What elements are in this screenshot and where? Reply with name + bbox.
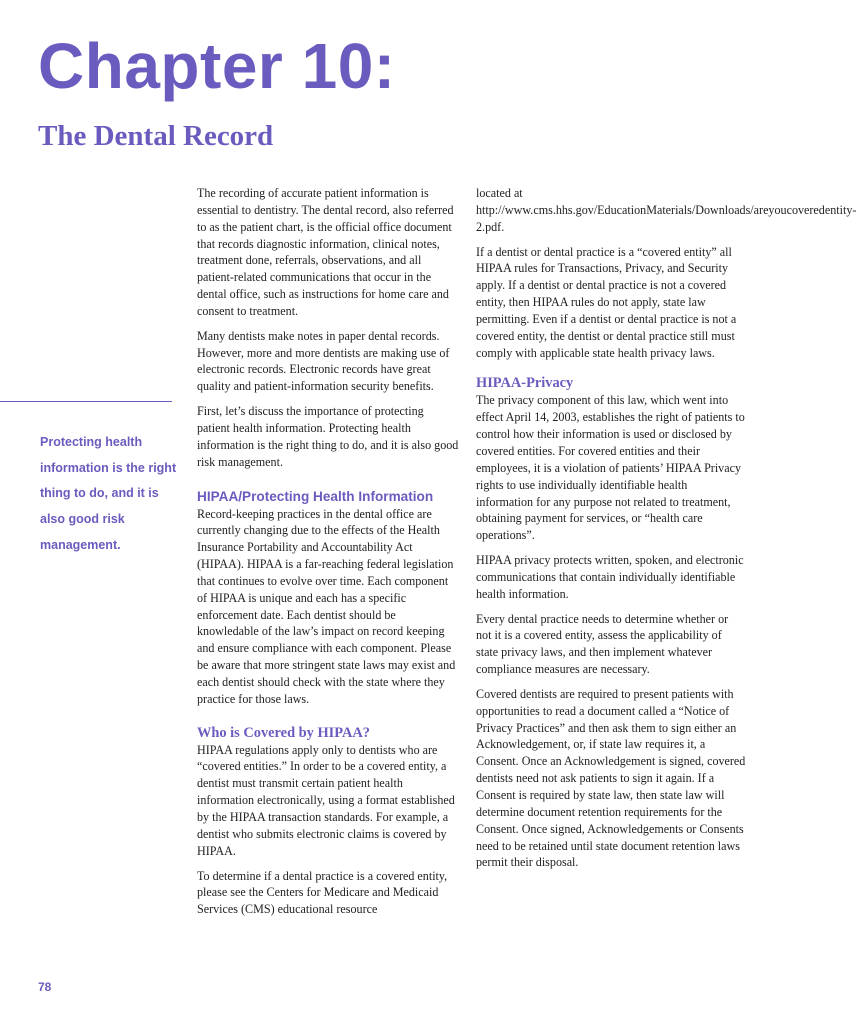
paragraph: HIPAA regulations apply only to dentists who are “covered entities.” In order to be a covered entity, a dentist must transmit certain patient health information electronically, using a format established by the HIPAA transaction standards. For example, a dentist who submits electronic claims is covered by HIPAA. <box>197 742 455 858</box>
paragraph: The privacy component of this law, which went into effect April 14, 2003, establishes the right of patients to control how their information is used or disclosed by covered entities. For covered entities and their employees, it is a violation of patients’ HIPAA Privacy rights to use individually identifiable health information for any purpose not related to treatment, obtaining payment for services, or “health care operations”. <box>476 393 745 543</box>
paragraph: located at http://www.cms.hhs.gov/EducationMaterials/Downloads/areyoucoveredentity-2.pdf. <box>476 186 856 234</box>
chapter-subtitle: The Dental Record <box>38 120 274 152</box>
paragraph: Every dental practice needs to determine whether or not it is a covered entity, assess the applicability of state privacy laws, and then implement whatever compliance measures are necessary. <box>476 611 729 677</box>
paragraph: First, let’s discuss the importance of protecting patient health information. Protecting health information is the right thing to do, and it is also good risk management. <box>197 404 459 469</box>
paragraph: To determine if a dental practice is a covered entity, please see the Centers for Medicare and Medicaid Services (CMS) educational resource <box>197 868 448 917</box>
paragraph: Record-keeping practices in the dental office are currently changing due to the effects of the Health Insurance Portability and Accountability Act (HIPAA). HIPAA is a far-reaching federal legislation that continues to evolve over time. Each component of HIPAA is unique and each has a specific enforcement date. Each dentist should be knowledable of the law’s impact on record keeping and ensure compliance with each component. Please be aware that more stringent state laws may exist and each dentist should check with the state where they practice for those laws. <box>197 506 456 706</box>
section-heading: HIPAA-Privacy <box>476 375 574 392</box>
pull-quote: Protecting health information is the right thing to do, and it is also good risk management. <box>40 435 177 552</box>
section-heading: HIPAA/Protecting Health Information <box>197 488 434 504</box>
paragraph: Many dentists make notes in paper dental records. However, more and more dentists are making use of electronic records. Electronic records have great quality and patient-information security benefits. <box>197 328 450 394</box>
page-number: 78 <box>38 980 52 994</box>
right-column <box>476 185 856 879</box>
section-heading: Who is Covered by HIPAA? <box>197 724 370 741</box>
chapter-title: Chapter 10: <box>38 30 396 102</box>
paragraph: Covered dentists are required to present patients with opportunities to read a document called a “Notice of Privacy Practices” and then ask them to sign either an Acknowledgement, or, if state law requires it, a Consent. Once an Acknowledgement is signed, covered dentists need not ask patients to sign it again. If a Consent is required by state law, then state law will determine document retention requirements for the Consent. Once signed, Acknowledgements or Consents need to be retained until state document retention laws permit their disposal. <box>476 686 746 870</box>
paragraph: The recording of accurate patient information is essential to dentistry. The dental record, also referred to as the patient chart, is the official office document that records diagnostic information, clinical notes, treatment done, referrals, observations, and all patient-related communications that occur in the dental office, such as instructions for home care and consent to treatment. <box>197 186 454 318</box>
paragraph: If a dentist or dental practice is a “covered entity” all HIPAA rules for Transactions, Privacy, and Security apply. If a dentist or dental practice is not a covered entity, then HIPAA rules do not apply, state law permitting. Even if a dentist or dental practice is not a covered entity, the dentist or dental practice still must comply with applicable state health privacy laws. <box>476 244 737 360</box>
left-column <box>197 185 459 926</box>
sidebar-divider <box>0 401 172 402</box>
paragraph: HIPAA privacy protects written, spoken, and electronic communications that contain individually identifiable health information. <box>476 553 744 601</box>
